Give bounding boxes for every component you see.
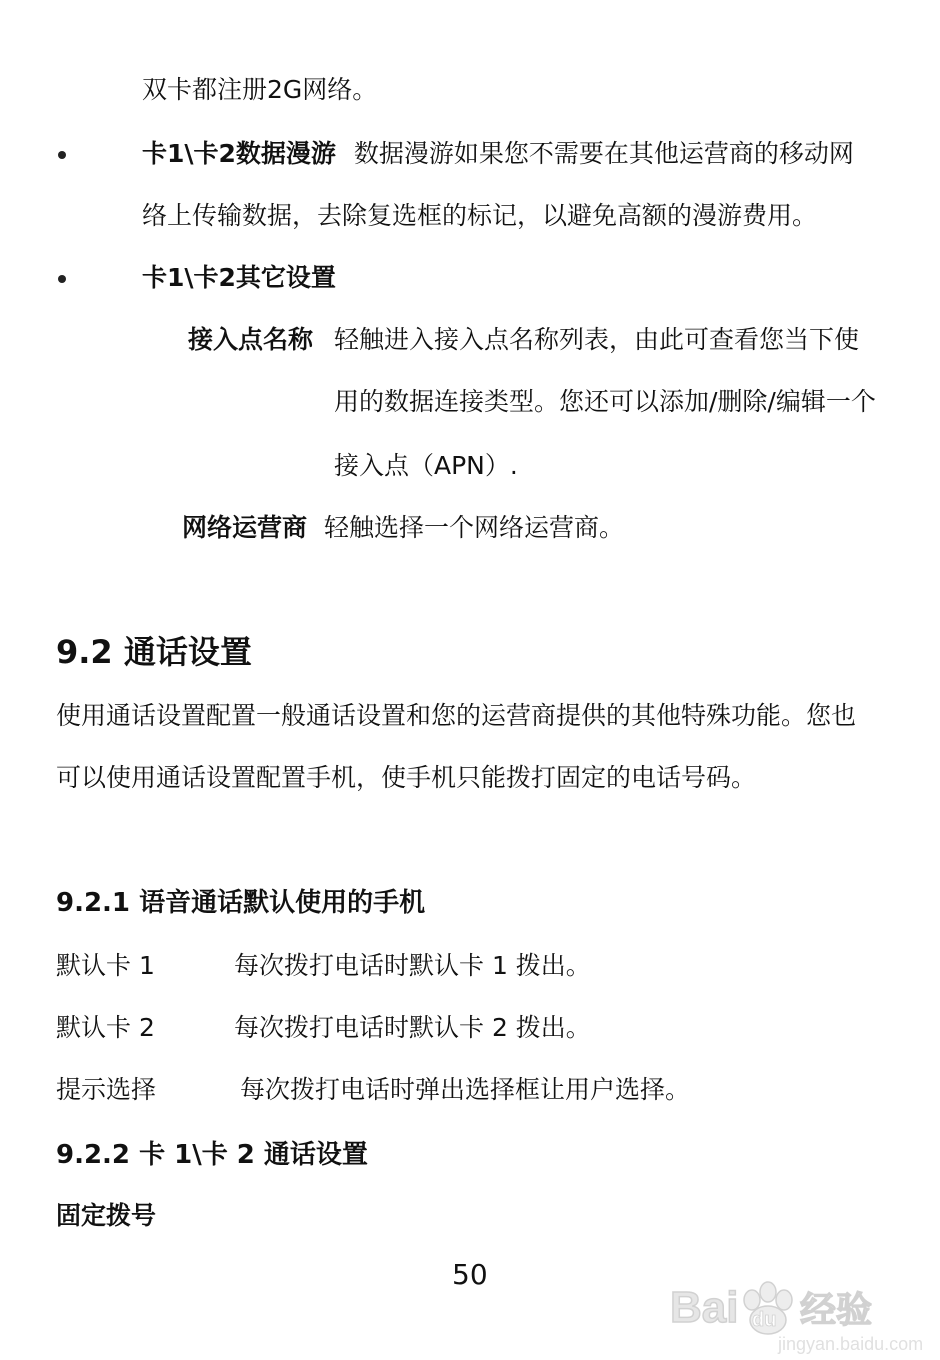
option-label-default-card-2: 默认卡 2 (56, 1013, 155, 1042)
section-paragraph-line-1: 使用通话设置配置一般通话设置和您的运营商提供的其他特殊功能。您也 (56, 701, 857, 730)
option-label-prompt: 提示选择 (56, 1075, 157, 1104)
watermark-brand-text-2: du (752, 1309, 777, 1331)
baidu-watermark-logo (640, 1250, 940, 1360)
section-title-9-2-1: 9.2.1 语音通话默认使用的手机 (56, 888, 426, 918)
operator-text: 轻触选择一个网络运营商。 (324, 513, 625, 542)
bullet-text: 数据漫游如果您不需要在其他运营商的移动网 (353, 139, 854, 168)
option-desc-prompt: 每次拨打电话时弹出选择框让用户选择。 (240, 1075, 691, 1104)
section-title-9-2: 9.2 通话设置 (56, 633, 252, 671)
bullet-dot (58, 151, 66, 159)
section-paragraph-line-2: 可以使用通话设置配置手机，使手机只能拨打固定的电话号码。 (56, 763, 757, 792)
watermark-url-text: jingyan.baidu.com (778, 1334, 924, 1354)
apn-text-2: 用的数据连接类型。您还可以添加/删除/编辑一个 (334, 387, 876, 416)
bullet-dot (58, 275, 66, 283)
section-title-9-2-2: 9.2.2 卡 1\卡 2 通话设置 (56, 1140, 368, 1170)
apn-text-3: 接入点（APN）. (334, 451, 518, 480)
bullet-item-other-settings: 卡1\卡2其它设置 (142, 263, 336, 292)
apn-term: 接入点名称 (188, 325, 314, 354)
page-number: 50 (452, 1258, 488, 1291)
watermark-brand-text: Bai (670, 1283, 739, 1332)
option-desc-default-card-1: 每次拨打电话时默认卡 1 拨出。 (234, 951, 591, 980)
apn-text-1: 轻触进入接入点名称列表，由此可查看您当下使 (334, 325, 860, 354)
option-label-default-card-1: 默认卡 1 (56, 951, 155, 980)
bullet-text-cont: 络上传输数据，去除复选框的标记，以避免高额的漫游费用。 (142, 201, 818, 230)
continuation-line: 双卡都注册2G网络。 (142, 75, 378, 104)
watermark-cn-text: 经验 (800, 1290, 873, 1331)
bullet-term: 卡1\卡2数据漫游 (142, 139, 336, 168)
operator-term: 网络运营商 (182, 513, 308, 542)
option-desc-default-card-2: 每次拨打电话时默认卡 2 拨出。 (234, 1013, 591, 1042)
bullet-item-data-roaming (142, 138, 854, 170)
subheading-fixed-dialing: 固定拨号 (56, 1201, 157, 1230)
